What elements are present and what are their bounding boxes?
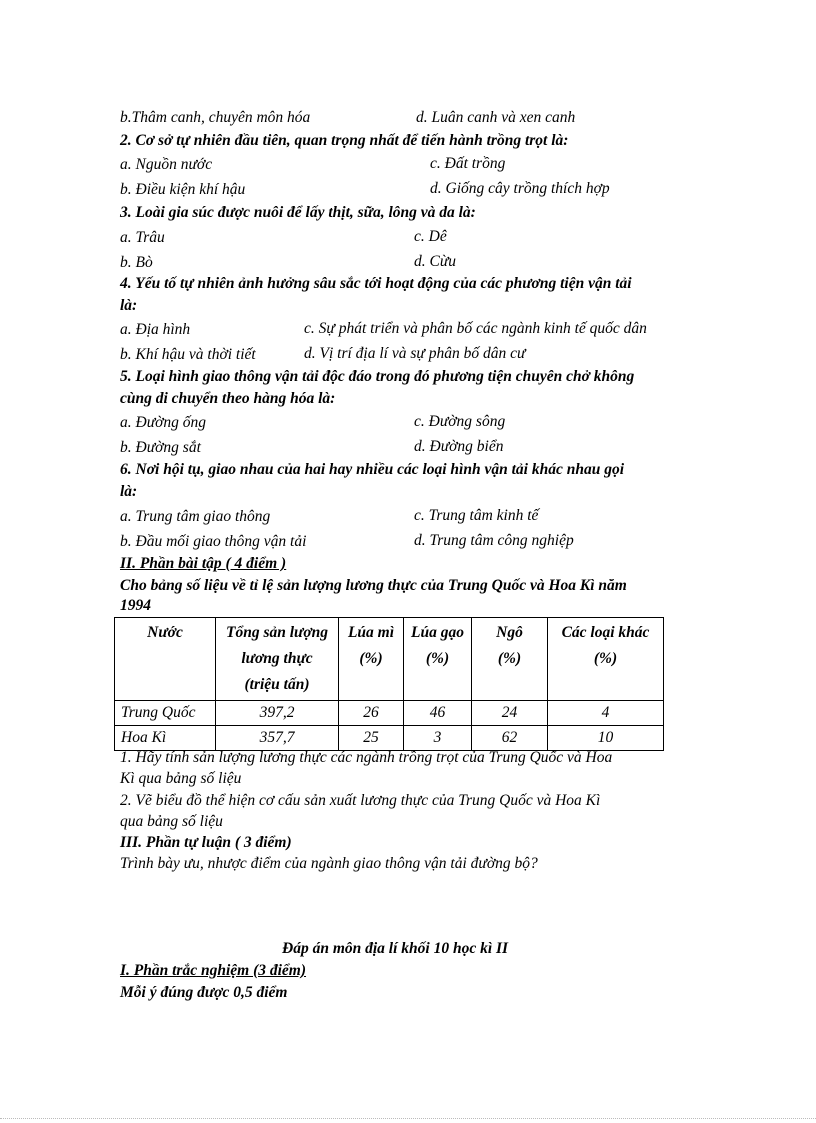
part2-task-2-cont: qua bảng số liệu (120, 813, 223, 830)
part2-heading: II. Phần bài tập ( 4 điểm ) (120, 555, 287, 572)
q2-option-d: d. Giống cây trồng thích hợp (430, 180, 610, 197)
header-corn: Ngô (%) (472, 618, 548, 701)
part2-task-1-cont: Kì qua bảng số liệu (120, 770, 242, 787)
part2-task-2: 2. Vẽ biểu đồ thể hiện cơ cấu sản xuất lương thực của Trung Quốc và Hoa Kì (120, 792, 601, 809)
header-country: Nước (115, 618, 216, 701)
cell-other: 10 (548, 726, 664, 751)
part2-intro: Cho bảng số liệu về tỉ lệ sản lượng lương thực của Trung Quốc và Hoa Kì năm (120, 577, 627, 594)
cell-rice: 3 (404, 726, 472, 751)
header-wheat: Lúa mì (%) (339, 618, 404, 701)
cell-total: 357,7 (216, 726, 339, 751)
table-row (115, 701, 664, 726)
q6-option-c: c. Trung tâm kinh tế (414, 507, 539, 524)
answer-title: Đáp án môn địa lí khối 10 học kì II (282, 940, 509, 957)
grain-output-table (114, 617, 664, 751)
question-2-stem: 2. Cơ sở tự nhiên đầu tiên, quan trọng nhất để tiến hành trồng trọt là: (120, 132, 569, 149)
q4-option-b: b. Khí hậu và thời tiết (120, 346, 256, 363)
q6-option-a: a. Trung tâm giao thông (120, 508, 271, 525)
cell-corn: 62 (472, 726, 548, 751)
page-bottom-border (0, 1118, 816, 1119)
q2-option-b: b. Điều kiện khí hậu (120, 181, 246, 198)
table-header-row (115, 618, 664, 701)
question-4-stem-cont: là: (120, 297, 138, 314)
q5-option-a: a. Đường ống (120, 414, 207, 431)
question-5-stem-cont: cùng di chuyển theo hàng hóa là: (120, 390, 336, 407)
q5-option-b: b. Đường sắt (120, 439, 201, 456)
question-5-stem: 5. Loại hình giao thông vận tải độc đáo trong đó phương tiện chuyên chở không (120, 368, 635, 385)
header-total-output: Tổng sản lượng lương thực (triệu tấn) (216, 618, 339, 701)
header-rice: Lúa gạo (%) (404, 618, 472, 701)
q3-option-d: d. Cừu (414, 253, 457, 270)
cell-country: Trung Quốc (115, 701, 216, 726)
table-row (115, 726, 664, 751)
q2-option-a: a. Nguồn nước (120, 156, 213, 173)
q3-option-b: b. Bò (120, 254, 153, 271)
cell-country: Hoa Kì (115, 726, 216, 751)
q6-option-b: b. Đầu mối giao thông vận tải (120, 533, 307, 550)
part3-heading: III. Phần tự luận ( 3 điểm) (120, 834, 292, 851)
q1-option-d: d. Luân canh và xen canh (416, 109, 576, 126)
q6-option-d: d. Trung tâm công nghiệp (414, 532, 574, 549)
q4-option-d: d. Vị trí địa lí và sự phân bố dân cư (304, 345, 526, 362)
part2-intro-year: 1994 (120, 597, 151, 614)
cell-rice: 46 (404, 701, 472, 726)
header-other: Các loại khác (%) (548, 618, 664, 701)
answer-part1-heading: I. Phần trắc nghiệm (3 điểm) (120, 962, 307, 979)
q1-option-b: b.Thâm canh, chuyên môn hóa (120, 109, 311, 126)
part2-task-1: 1. Hãy tính sản lượng lương thực các ngành trồng trọt của Trung Quốc và Hoa (120, 749, 613, 766)
cell-total: 397,2 (216, 701, 339, 726)
q2-option-c: c. Đất trồng (430, 155, 506, 172)
cell-wheat: 25 (339, 726, 404, 751)
question-3-stem: 3. Loài gia súc được nuôi để lấy thịt, sữa, lông và da là: (120, 204, 476, 221)
q5-option-d: d. Đường biển (414, 438, 504, 455)
question-6-stem-cont: là: (120, 483, 138, 500)
q4-option-a: a. Địa hình (120, 321, 191, 338)
q5-option-c: c. Đường sông (414, 413, 506, 430)
cell-wheat: 26 (339, 701, 404, 726)
question-4-stem: 4. Yếu tố tự nhiên ảnh hưởng sâu sắc tới hoạt động của các phương tiện vận tải (120, 275, 632, 292)
q3-option-a: a. Trâu (120, 229, 165, 246)
part3-question: Trình bày ưu, nhược điểm của ngành giao thông vận tải đường bộ? (120, 855, 538, 872)
cell-corn: 24 (472, 701, 548, 726)
answer-scoring-note: Mỗi ý đúng được 0,5 điểm (120, 984, 288, 1001)
q3-option-c: c. Dê (414, 228, 447, 245)
q4-option-c: c. Sự phát triển và phân bố các ngành kinh tế quốc dân (304, 320, 647, 337)
cell-other: 4 (548, 701, 664, 726)
question-6-stem: 6. Nơi hội tụ, giao nhau của hai hay nhiều các loại hình vận tải khác nhau gọi (120, 461, 625, 478)
